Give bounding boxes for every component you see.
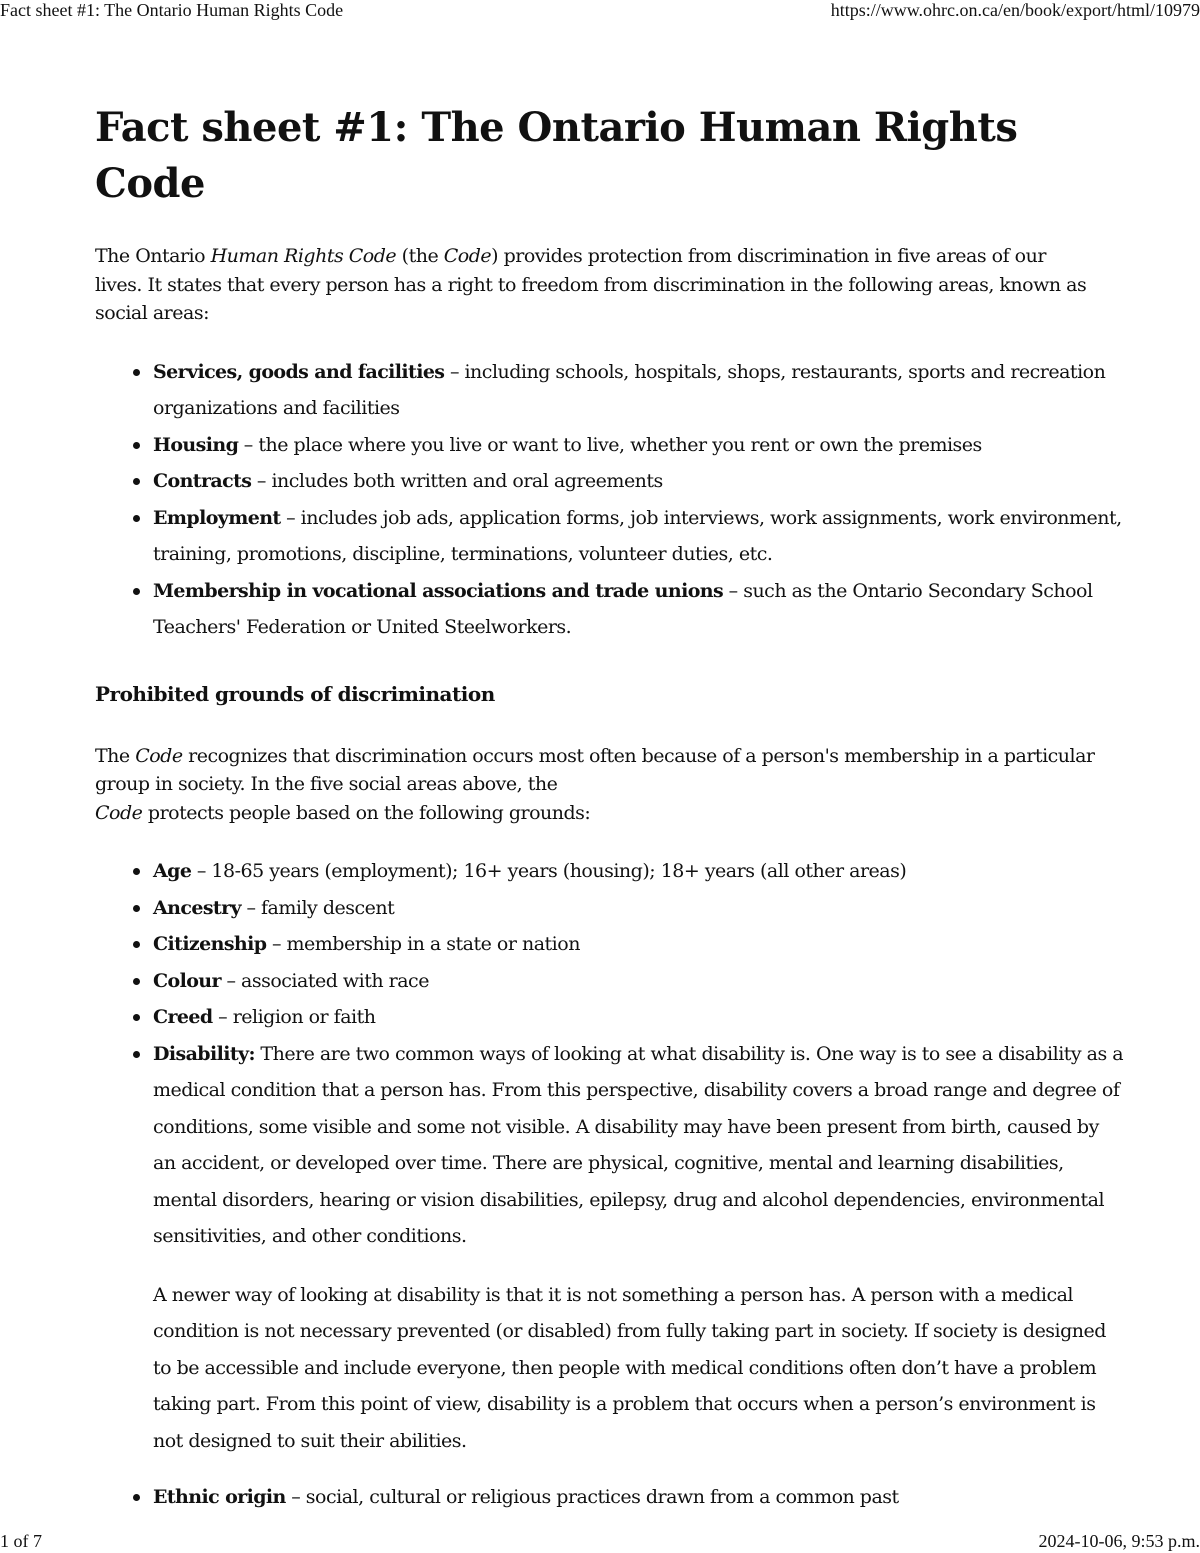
list-item: Employment – includes job ads, application forms, job interviews, work assignments, work environment, training, promotions, discipline, terminations, volunteer duties, etc. — [153, 500, 1125, 573]
list-item: Housing – the place where you live or want to live, whether you rent or own the premises — [153, 427, 1125, 464]
list-item: Citizenship – membership in a state or nation — [153, 926, 1125, 963]
list-item-disability: Disability: There are two common ways of looking at what disability is. One way is to see a disability as a medical condition that a person has. From this perspective, disability covers a broad range and degree of conditions, some visible and some not visible. A disability may have been present from birth, caused by an accident, or developed over time. There are physical, cognitive, mental and learning disabilities, mental disorders, hearing or vision disabilities, epilepsy, drug and alcohol dependencies, environmental sensitivities, and other conditions. A newer way of looking at disability is that it is not something a person has. A person with a medical condition is not necessary prevented (or disabled) from fully taking part in society. If society is designed to be accessible and include everyone, then people with medical conditions often don’t have a problem taking part. From this point of view, disability is a problem that occurs when a person’s environment is not designed to suit their abilities. — [153, 1036, 1125, 1472]
grounds-heading: Prohibited grounds of discrimination — [95, 681, 495, 706]
grounds-list — [95, 853, 1125, 1516]
code-title-emphasis: Human Rights Code — [210, 245, 397, 267]
list-item: Contracts – includes both written and oral agreements — [153, 463, 1125, 500]
social-areas-list — [95, 354, 1125, 646]
disability-second-paragraph: A newer way of looking at disability is that it is not something a person has. A person with a medical condition is not necessary prevented (or disabled) from fully taking part in society. If society is designed to be accessible and include everyone, then people with medical conditions often don’t have a problem taking part. From this point of view, disability is a problem that occurs when a person’s environment is not designed to suit their abilities. — [153, 1283, 1106, 1452]
list-item: Services, goods and facilities – including schools, hospitals, shops, restaurants, sports and recreation organizations and facilities — [153, 354, 1125, 427]
print-header-url: https://www.ohrc.on.ca/en/book/export/html/10979 — [830, 0, 1200, 20]
list-item: Age – 18-65 years (employment); 16+ years (housing); 18+ years (all other areas) — [153, 853, 1125, 890]
list-item: Membership in vocational associations and trade unions – such as the Ontario Secondary School Teachers' Federation or United Steelworkers. — [153, 573, 1125, 646]
list-item: Ethnic origin – social, cultural or religious practices drawn from a common past — [153, 1479, 1125, 1516]
list-item: Creed – religion or faith — [153, 999, 1125, 1036]
grounds-intro-paragraph: The Code recognizes that discrimination occurs most often because of a person's membership in a particular group in society. In the five social areas above, the Code protects people based on the following grounds: — [95, 744, 1095, 824]
intro-paragraph: The Ontario Human Rights Code (the Code) provides protection from discrimination in five areas of our lives. It states that every person has a right to freedom from discrimination in the following areas, known as social areas: — [95, 245, 1087, 324]
list-item: Ancestry – family descent — [153, 890, 1125, 927]
list-item: Colour – associated with race — [153, 963, 1125, 1000]
print-footer-page: 1 of 7 — [0, 1531, 42, 1551]
print-footer-datetime: 2024-10-06, 9:53 p.m. — [1038, 1531, 1200, 1551]
print-header-title: Fact sheet #1: The Ontario Human Rights Code — [0, 0, 344, 20]
page-title: Fact sheet #1: The Ontario Human Rights Code — [95, 104, 1018, 207]
document-body — [95, 100, 1125, 1516]
